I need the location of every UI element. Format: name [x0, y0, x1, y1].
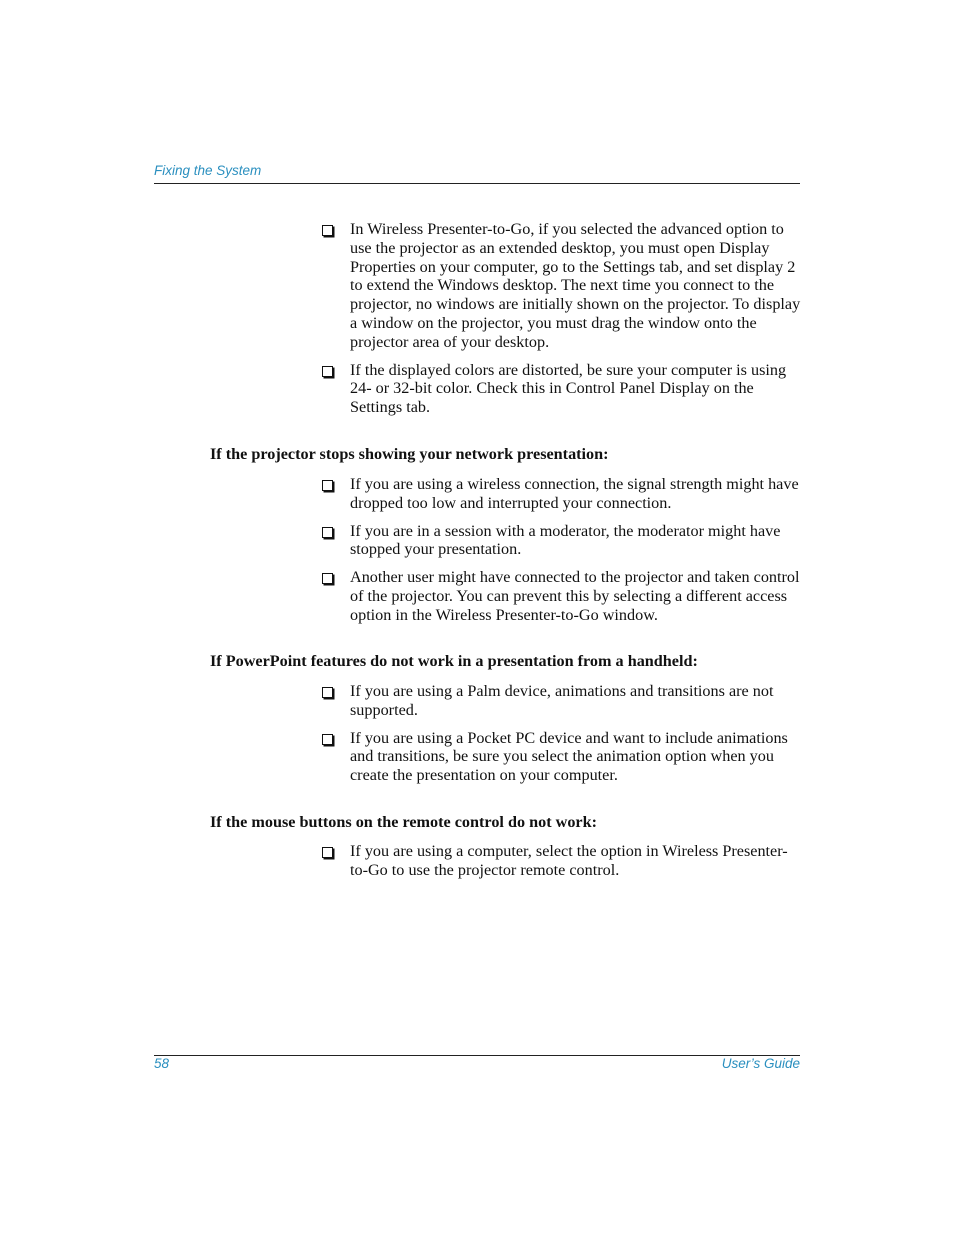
checkbox-bullet-icon: [322, 366, 333, 377]
list-item: [322, 842, 802, 880]
list-item: [322, 729, 802, 785]
list-item: [322, 475, 802, 513]
checkbox-bullet-icon: [322, 527, 333, 538]
list-item: [322, 220, 802, 352]
list-item: [322, 522, 802, 560]
list-item-text: In Wireless Presenter-to-Go, if you selected the advanced option to use the projector as an extended desktop, you must open Display Properties on your computer, go to the Settings tab, and set display 2 to extend the Windows desktop. The next time you connect to the projector, no windows are initially shown on the projector. To display a window on the projector, you must drag the window onto the projector area of your desktop.: [350, 220, 801, 351]
header-rule: [154, 183, 800, 184]
section-heading: If PowerPoint features do not work in a presentation from a handheld:: [210, 652, 698, 670]
list-item: [322, 568, 802, 624]
section-bullet-list: [322, 475, 802, 634]
checkbox-bullet-icon: [322, 847, 333, 858]
running-header: Fixing the System: [154, 163, 262, 178]
footer-book-title: User’s Guide: [721, 1056, 800, 1071]
intro-bullet-list: [322, 220, 802, 426]
checkbox-bullet-icon: [322, 687, 333, 698]
list-item: [322, 682, 802, 720]
section-bullet-list: [322, 682, 802, 794]
checkbox-bullet-icon: [322, 225, 333, 236]
checkbox-bullet-icon: [322, 734, 333, 745]
list-item-text: If you are using a Pocket PC device and want to include animations and transitions, be sure you select the animation option when you create the presentation on your computer.: [350, 728, 788, 785]
section-bullet-list: [322, 842, 802, 889]
list-item-text: If you are in a session with a moderator, the moderator might have stopped your presentation.: [350, 521, 781, 559]
list-item-text: If you are using a Palm device, animations and transitions are not supported.: [350, 682, 774, 719]
footer-rule: [154, 1055, 800, 1056]
section-heading: If the mouse buttons on the remote control do not work:: [210, 813, 597, 831]
checkbox-bullet-icon: [322, 573, 333, 584]
page-number: 58: [154, 1056, 170, 1071]
list-item-text: If you are using a computer, select the option in Wireless Presenter-to-Go to use the projector remote control.: [350, 842, 788, 879]
list-item-text: Another user might have connected to the projector and taken control of the projector. You can prevent this by selecting a different access option in the Wireless Presenter-to-Go window.: [350, 568, 800, 624]
list-item-text: If you are using a wireless connection, the signal strength might have dropped too low and interrupted your connection.: [350, 475, 799, 512]
list-item-text: If the displayed colors are distorted, be sure your computer is using 24- or 32-bit color. Check this in Control Panel Display on the Settings tab.: [350, 360, 787, 417]
checkbox-bullet-icon: [322, 480, 333, 491]
list-item: [322, 361, 802, 417]
section-heading: If the projector stops showing your network presentation:: [210, 445, 609, 463]
